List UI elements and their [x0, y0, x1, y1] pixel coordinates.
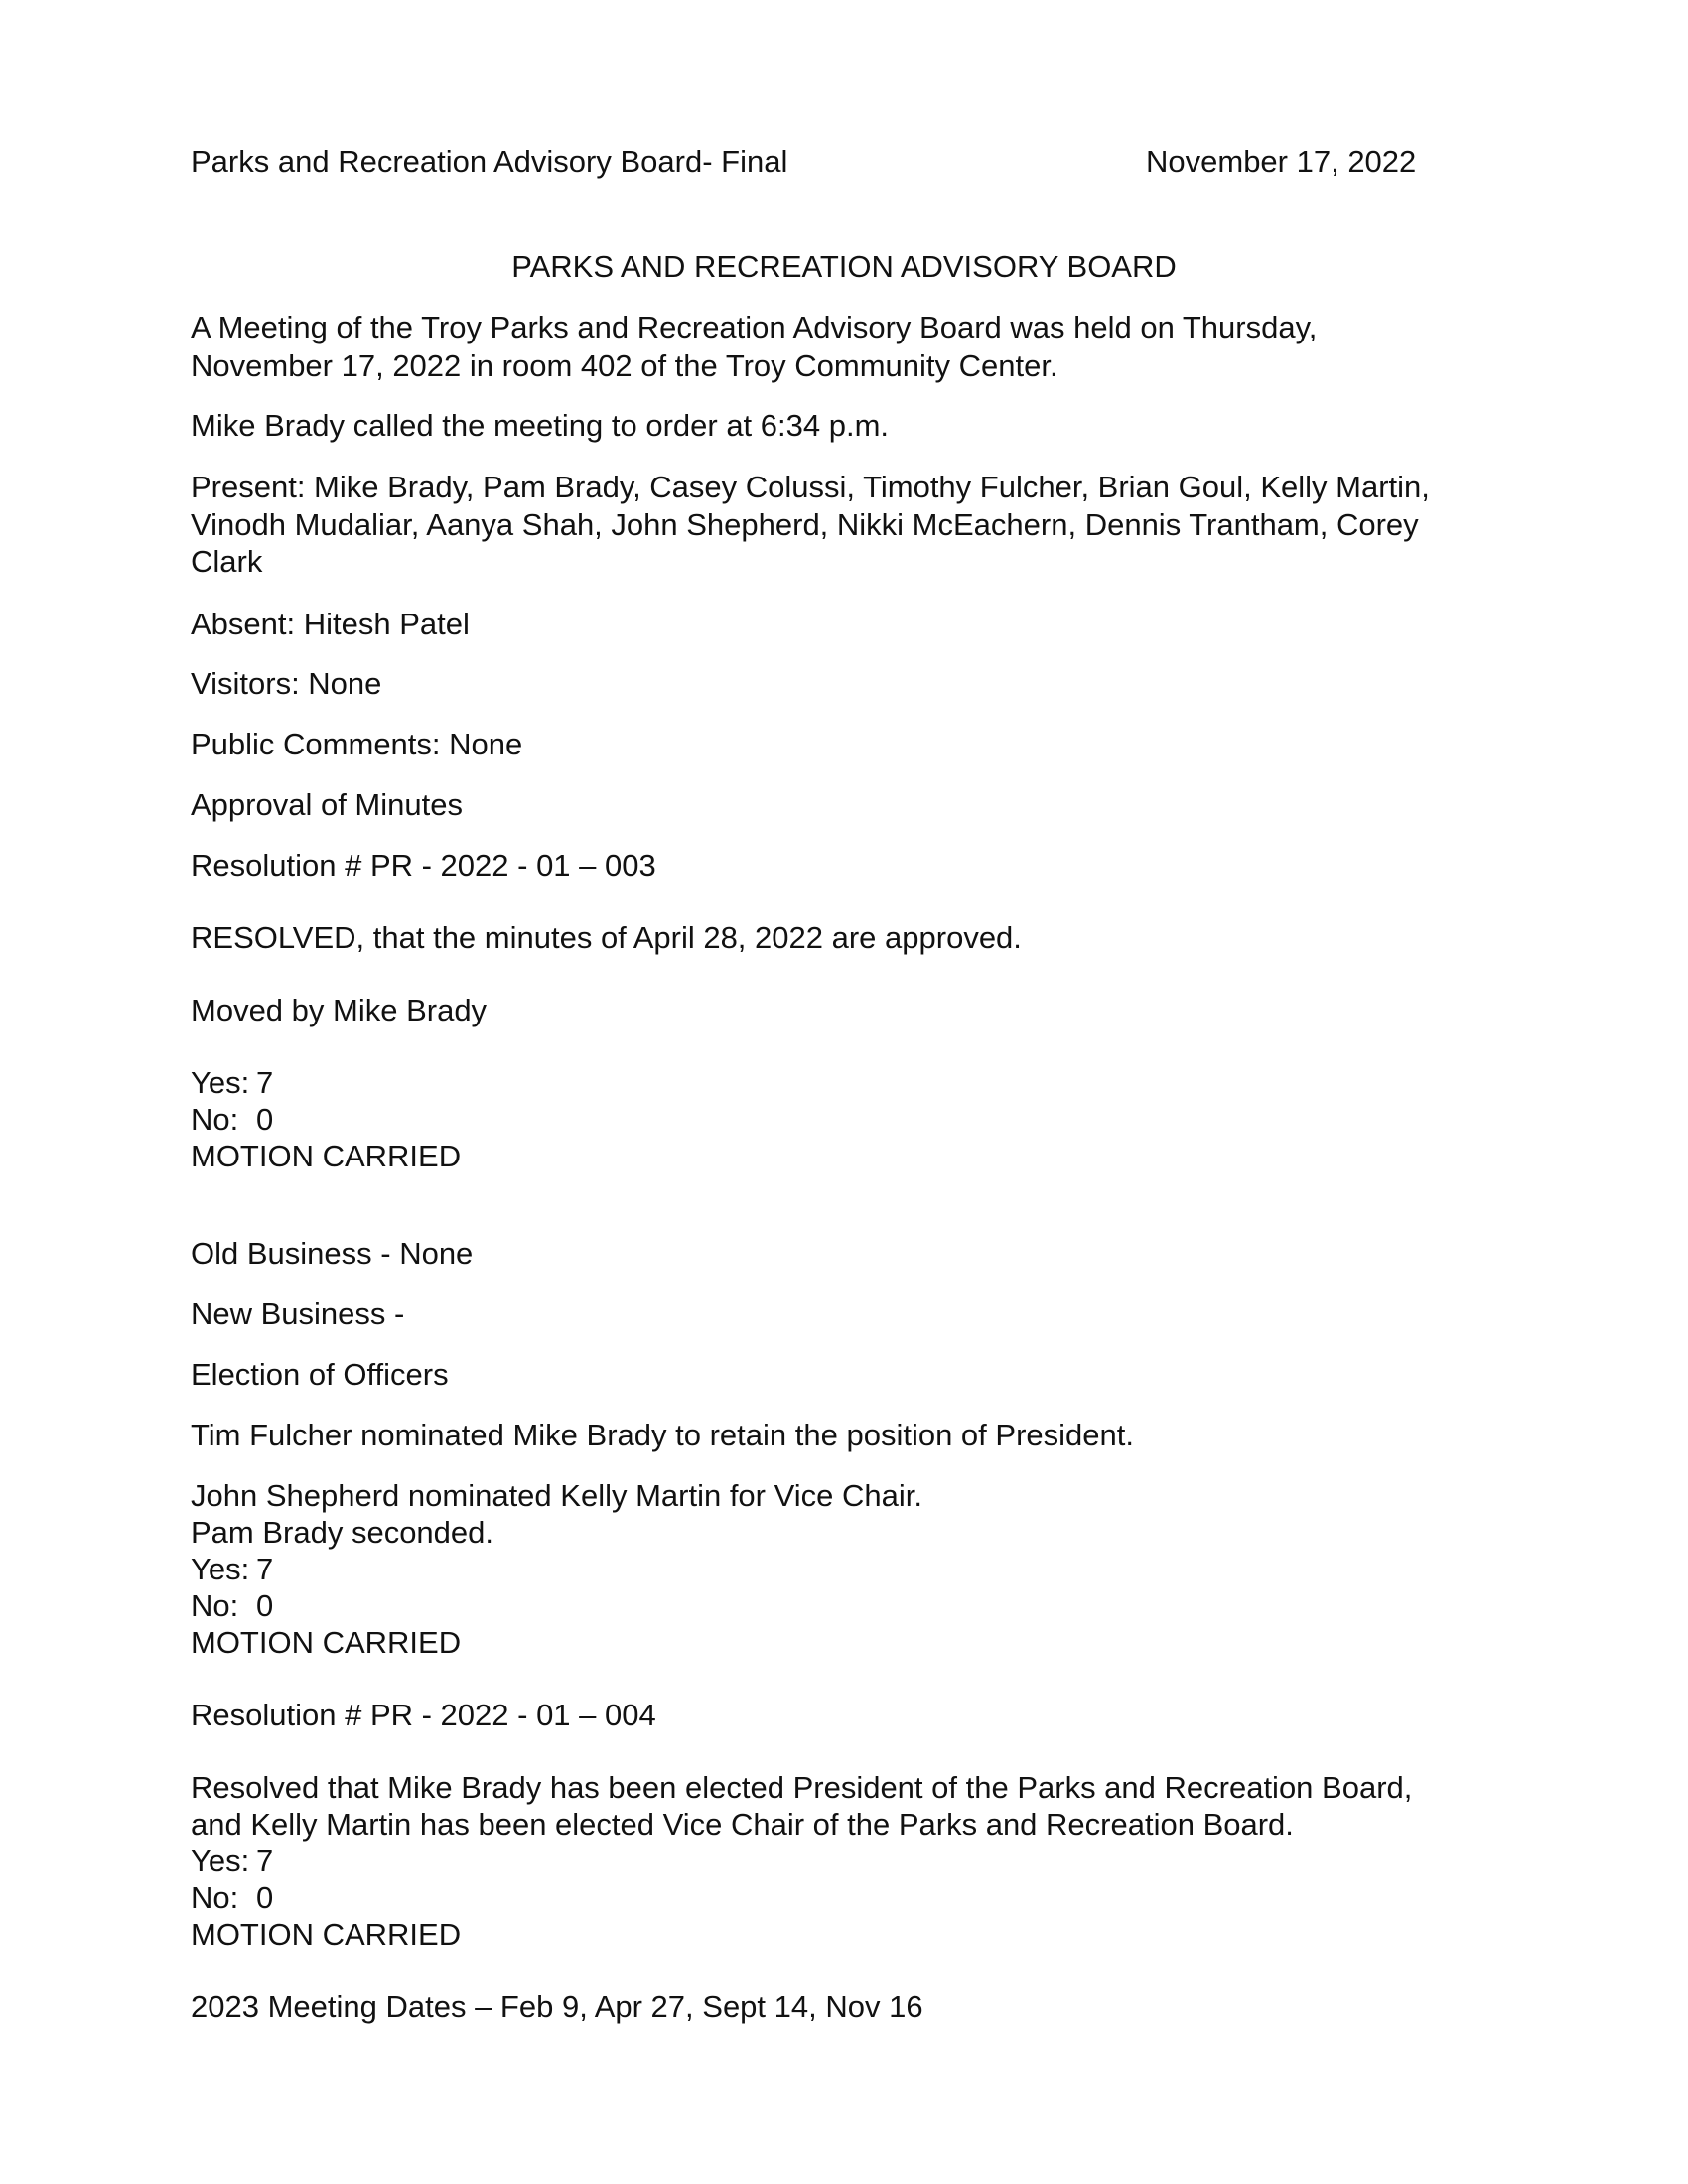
vote-no-value: 0: [256, 1588, 274, 1623]
vote-no-row: [191, 1587, 461, 1624]
nomination-president: Tim Fulcher nominated Mike Brady to retain the position of President.: [191, 1418, 1134, 1452]
resolution-1-moved: Moved by Mike Brady: [191, 993, 488, 1027]
header-document-title: Parks and Recreation Advisory Board- Final: [191, 144, 788, 179]
public-comments-line: Public Comments: None: [191, 727, 523, 761]
vote-no-label: No:: [191, 1102, 239, 1137]
call-to-order: Mike Brady called the meeting to order at 6:34 p.m.: [191, 408, 890, 443]
resolution-2-number: Resolution # PR - 2022 - 01 – 004: [191, 1698, 656, 1732]
absent-line: Absent: Hitesh Patel: [191, 607, 470, 641]
vote-yes-row: [191, 1064, 461, 1101]
visitors-line: Visitors: None: [191, 666, 382, 701]
intro-line-2: November 17, 2022 in room 402 of the Troy Community Center.: [191, 348, 1058, 383]
vote-yes-value: 7: [256, 1843, 274, 1878]
resolution-2-line-1: Resolved that Mike Brady has been elected President of the Parks and Recreation Board,: [191, 1770, 1413, 1805]
vote-yes-value: 7: [256, 1552, 274, 1586]
resolution-2-line-2: and Kelly Martin has been elected Vice Chair of the Parks and Recreation Board.: [191, 1807, 1294, 1842]
header-date: November 17, 2022: [1146, 144, 1417, 179]
meeting-dates-line: 2023 Meeting Dates – Feb 9, Apr 27, Sept 14, Nov 16: [191, 1989, 923, 2024]
vote-result: MOTION CARRIED: [191, 1625, 462, 1660]
page-title: PARKS AND RECREATION ADVISORY BOARD: [511, 249, 1177, 284]
vote-yes-label: Yes:: [191, 1552, 250, 1586]
vote-no-row: [191, 1879, 461, 1916]
resolution-1-vote: [191, 1064, 461, 1174]
old-business-line: Old Business - None: [191, 1236, 474, 1271]
present-line-2: Vinodh Mudaliar, Aanya Shah, John Shepherd, Nikki McEachern, Dennis Trantham, Corey: [191, 507, 1419, 542]
vote-no-row: [191, 1101, 461, 1138]
vote-yes-row: [191, 1843, 461, 1879]
vote-no-value: 0: [256, 1102, 274, 1137]
election-heading: Election of Officers: [191, 1357, 449, 1392]
present-line-1: Present: Mike Brady, Pam Brady, Casey Colussi, Timothy Fulcher, Brian Goul, Kelly Martin,: [191, 470, 1430, 504]
vote-yes-value: 7: [256, 1065, 274, 1100]
vote-yes-label: Yes:: [191, 1065, 250, 1100]
vote-result: MOTION CARRIED: [191, 1139, 462, 1173]
new-business-line: New Business -: [191, 1297, 405, 1331]
approval-heading: Approval of Minutes: [191, 787, 463, 822]
vote-yes-row: [191, 1551, 461, 1587]
vote-no-value: 0: [256, 1880, 274, 1915]
nomination-vice-line-2: Pam Brady seconded.: [191, 1515, 494, 1550]
resolution-2-vote: [191, 1843, 461, 1953]
nomination-vice-vote: [191, 1551, 461, 1661]
vote-yes-label: Yes:: [191, 1843, 250, 1878]
resolution-1-number: Resolution # PR - 2022 - 01 – 003: [191, 848, 656, 883]
intro-line-1: A Meeting of the Troy Parks and Recreation Advisory Board was held on Thursday,: [191, 310, 1318, 344]
vote-no-label: No:: [191, 1588, 239, 1623]
vote-result: MOTION CARRIED: [191, 1917, 462, 1952]
vote-no-label: No:: [191, 1880, 239, 1915]
present-line-3: Clark: [191, 544, 263, 579]
nomination-vice-line-1: John Shepherd nominated Kelly Martin for Vice Chair.: [191, 1478, 922, 1513]
resolution-1-text: RESOLVED, that the minutes of April 28, 2022 are approved.: [191, 920, 1022, 955]
